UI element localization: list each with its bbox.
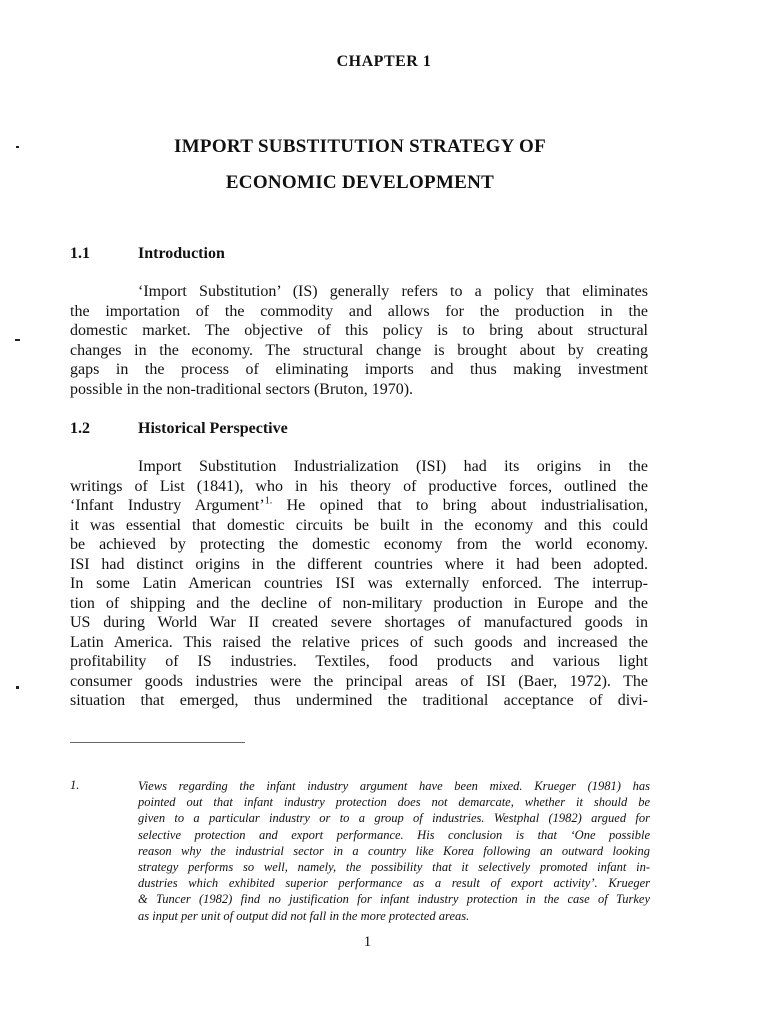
scan-speck [16,686,19,689]
section-number: 1.2 [70,420,90,437]
paragraph-line: profitability of IS industries. Textiles, food products and various light [70,653,648,670]
footnote-line: selective protection and export performance. His conclusion is that ‘One possible [138,827,650,842]
footnote-line: dustries which exhibited superior performance as a result of export activity’. Krueger [138,876,650,891]
paragraph-line: consumer goods industries were the principal areas of ISI (Baer, 1972). The [70,672,648,690]
section-number: 1.1 [70,245,90,262]
footnote-line: given to a particular industry or to a group of industries. Westphal (1982) argued for [138,811,650,826]
paragraph-line: situation that emerged, thus undermined the traditional acceptance of divi- [70,692,648,709]
footnote-line: Views regarding the infant industry argument have been mixed. Krueger (1981) has [138,779,650,793]
chapter-label: CHAPTER 1 [336,53,432,70]
footnote-number: 1. [70,778,80,792]
footnote-line: as input per unit of output did not fall in the more protected areas. [138,908,470,923]
footnote-line: & Tuncer (1982) find no justification for infant industry protection in the case of Turkey [138,892,650,907]
footnote-divider [70,742,245,743]
paragraph-line: possible in the non-traditional sectors (Bruton, 1970). [70,380,414,398]
section-title: Introduction [138,245,225,262]
footnote-reference[interactable]: 1. [264,495,273,507]
footnote-text [138,778,650,924]
paragraph-line: In some Latin American countries ISI was externally enforced. The interrup- [70,575,648,592]
paragraph-line: the importation of the commodity and allows for the production in the [70,302,648,320]
paragraph-line: Latin America. This raised the relative prices of such goods and increased the [70,633,648,651]
paragraph-line: Import Substitution Industrialization (ISI) had its origins in the [138,458,648,475]
chapter-title-line-1: IMPORT SUBSTITUTION STRATEGY OF [174,136,546,157]
paragraph-line: domestic market. The objective of this policy is to bring about structural [70,322,648,339]
page-number: 1 [363,934,372,950]
infant-industry-argument-text: ‘Infant Industry Argument’ [70,497,265,514]
scan-speck [15,339,20,341]
paragraph-line: tion of shipping and the decline of non-military production in Europe and the [70,594,648,612]
paragraph-line: ISI had distinct origins in the different countries where it had been adopted. [70,555,648,573]
paragraph-line-with-footnote [70,496,648,516]
footnote-line: reason why the industrial sector in a country like Korea following an outward looking [138,843,650,858]
footnote-line: strategy performs so well, namely, the possibility that it selectively promoted infant in- [138,860,650,875]
section-heading-historical-perspective [70,420,288,438]
paragraph-line: it was essential that domestic circuits be built in the economy and this could [70,516,648,534]
paragraph-line-continuation: He opined that to bring about industrialisation, [286,497,649,514]
paragraph-line: writings of List (1841), who in his theory of productive forces, outlined the [70,477,648,495]
paragraph-line: be achieved by protecting the domestic economy from the world economy. [70,536,648,553]
paragraph-introduction [70,282,648,399]
footnote-line: pointed out that infant industry protection does not demarcate, whether it should be [138,795,650,810]
section-heading-introduction [70,245,225,263]
paragraph-historical-perspective [70,457,648,711]
chapter-title-line-2: ECONOMIC DEVELOPMENT [225,172,495,193]
paragraph-line: changes in the economy. The structural change is brought about by creating [70,341,648,359]
paragraph-line: gaps in the process of eliminating imports and thus making investment [70,361,648,378]
section-title: Historical Perspective [138,420,288,437]
paragraph-line: ‘Import Substitution’ (IS) generally refers to a policy that eliminates [138,283,648,300]
paragraph-line: US during World War II created severe shortages of manufactured goods in [70,614,648,631]
